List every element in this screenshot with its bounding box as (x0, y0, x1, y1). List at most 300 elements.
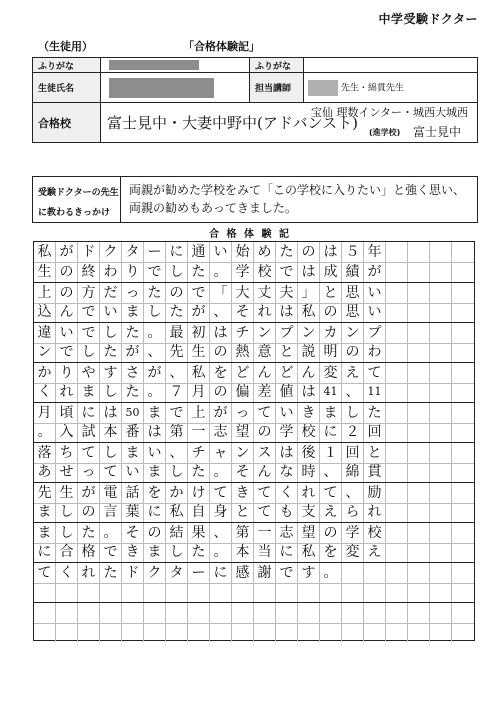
essay-cell: 葉 (122, 502, 144, 522)
essay-cell (210, 603, 232, 623)
essay-cell (452, 443, 474, 463)
essay-cell: く (34, 382, 56, 402)
essay-cell: 月 (188, 382, 210, 402)
student-name-field (101, 73, 250, 103)
essay-cell: で (56, 342, 78, 362)
essay-cell: い (364, 283, 386, 303)
essay-cell (430, 502, 452, 522)
essay-cell: い (364, 302, 386, 322)
essay-cell: の (320, 302, 342, 322)
essay-cell: 上 (188, 403, 210, 423)
essay-cell (408, 582, 430, 602)
essay-cell (386, 603, 408, 623)
essay-cell (430, 382, 452, 402)
essay-cell: い (56, 323, 78, 343)
essay-title: 合 格 体 験 記 (209, 229, 291, 240)
essay-cell (386, 363, 408, 383)
essay-cell: 、 (342, 483, 364, 503)
essay-cell: ャ (210, 443, 232, 463)
essay-cell: た (364, 403, 386, 423)
essay-cell: 格 (78, 542, 100, 562)
essay-cell: ま (320, 403, 342, 423)
essay-cell: で (100, 542, 122, 562)
furigana-label-2: ふりがな (250, 58, 304, 73)
essay-cell (430, 603, 452, 623)
essay-cell (452, 462, 474, 482)
essay-cell (276, 582, 298, 602)
essay-cell: 校 (364, 523, 386, 543)
essay-cell: 。 (320, 563, 342, 583)
essay-cell: 月 (34, 403, 56, 423)
essay-cell: ン (298, 323, 320, 343)
essay-cell: 頃 (56, 403, 78, 423)
essay-cell: 後 (298, 443, 320, 463)
essay-cell (298, 622, 320, 642)
essay-cell: い (276, 403, 298, 423)
essay-cell: に (276, 542, 298, 562)
essay-cell: 明 (320, 342, 342, 362)
school-label: 合格校 (33, 103, 101, 143)
essay-cell: で (78, 323, 100, 343)
essay-cell: に (320, 422, 342, 442)
essay-cell: 話 (122, 483, 144, 503)
essay-cell: 、 (144, 342, 166, 362)
reason-text-line1: 両親が勧めた学校をみて「この学校に入りたい」と強く思い、 (129, 183, 466, 197)
essay-cell (254, 622, 276, 642)
essay-cell: や (78, 363, 100, 383)
essay-cell: め (254, 242, 276, 262)
essay-cell: の (210, 382, 232, 402)
redaction-block (109, 78, 214, 98)
essay-cell: ド (78, 242, 100, 262)
essay-cell: 込 (34, 302, 56, 322)
essay-cell (430, 483, 452, 503)
essay-cell: て (100, 462, 122, 482)
essay-line (34, 382, 474, 402)
essay-cell (408, 302, 430, 322)
essay-cell: い (210, 242, 232, 262)
essay-cell: 貫 (364, 462, 386, 482)
essay-cell: 先 (34, 483, 56, 503)
essay-cell (430, 363, 452, 383)
essay-cell: え (364, 542, 386, 562)
essay-cell: ま (34, 502, 56, 522)
essay-cell (452, 342, 474, 362)
essay-cell: 、 (166, 363, 188, 383)
essay-cell: に (78, 403, 100, 423)
essay-cell: か (166, 483, 188, 503)
essay-line (34, 362, 474, 384)
essay-cell (430, 443, 452, 463)
essay-cell: く (276, 483, 298, 503)
school-extra: 宝仙 理数インター・城西大城西 (311, 106, 469, 119)
essay-cell: 回 (342, 443, 364, 463)
essay-cell: 。 (210, 262, 232, 282)
essay-cell: 一 (188, 422, 210, 442)
essay-cell (364, 582, 386, 602)
essay-cell (408, 622, 430, 642)
essay-cell: し (166, 262, 188, 282)
essay-cell (452, 622, 474, 642)
usage-label: （生徒用） (38, 40, 93, 53)
essay-cell: 偏 (232, 382, 254, 402)
essay-cell: 本 (100, 422, 122, 442)
essay-cell (430, 283, 452, 303)
essay-cell: 試 (78, 422, 100, 442)
essay-cell: そ (232, 462, 254, 482)
essay-cell: ら (342, 502, 364, 522)
essay-cell (386, 302, 408, 322)
essay-cell: 学 (232, 262, 254, 282)
essay-cell (34, 603, 56, 623)
essay-cell (408, 542, 430, 562)
essay-cell: す (298, 563, 320, 583)
essay-cell: ２ (342, 422, 364, 442)
essay-cell (78, 582, 100, 602)
essay-cell: の (56, 283, 78, 303)
essay-cell (452, 283, 474, 303)
essay-cell: 学 (342, 523, 364, 543)
teacher-name-field (304, 73, 478, 103)
essay-cell (144, 603, 166, 623)
essay-cell: 変 (320, 363, 342, 383)
essay-cell: で (276, 563, 298, 583)
essay-cell (254, 603, 276, 623)
reason-label-line2: に教わるきっかけ (38, 208, 111, 218)
essay-cell (122, 603, 144, 623)
essay-cell: 時 (298, 462, 320, 482)
essay-cell (342, 622, 364, 642)
essay-cell: 「 (210, 283, 232, 303)
essay-cell: し (78, 342, 100, 362)
essay-cell: 方 (78, 283, 100, 303)
essay-cell: 差 (254, 382, 276, 402)
essay-cell (408, 502, 430, 522)
essay-line (34, 402, 474, 424)
essay-cell (386, 483, 408, 503)
essay-cell: ン (232, 443, 254, 463)
essay-cell (408, 462, 430, 482)
reason-text (121, 177, 477, 222)
essay-cell: 初 (188, 323, 210, 343)
essay-cell: ン (342, 323, 364, 343)
essay-cell (452, 302, 474, 322)
essay-cell: 私 (298, 302, 320, 322)
essay-grid (33, 241, 475, 641)
essay-cell: 。 (144, 382, 166, 402)
essay-cell: 成 (320, 262, 342, 282)
enroll-school: 富士見中 (413, 125, 462, 139)
essay-cell: わ (100, 262, 122, 282)
essay-cell: れ (364, 502, 386, 522)
essay-cell (364, 622, 386, 642)
essay-cell (188, 622, 210, 642)
essay-cell (320, 603, 342, 623)
essay-cell (386, 462, 408, 482)
essay-cell: た (78, 523, 100, 543)
essay-cell (78, 603, 100, 623)
redaction-block (308, 80, 338, 96)
essay-cell (408, 403, 430, 423)
essay-cell: の (254, 422, 276, 442)
essay-cell: 私 (298, 542, 320, 562)
essay-cell (386, 323, 408, 343)
essay-cell: そ (122, 523, 144, 543)
essay-cell (408, 382, 430, 402)
essay-cell (56, 603, 78, 623)
essay-cell: を (210, 363, 232, 383)
essay-cell: ま (144, 403, 166, 423)
teacher-label: 担当講師 (250, 73, 304, 103)
essay-cell: 最 (166, 323, 188, 343)
essay-cell: せ (56, 462, 78, 482)
essay-cell: て (254, 403, 276, 423)
essay-cell (188, 603, 210, 623)
essay-cell (408, 342, 430, 362)
essay-line (34, 242, 474, 263)
essay-cell (386, 422, 408, 442)
essay-cell (408, 603, 430, 623)
essay-cell: チ (232, 323, 254, 343)
essay-cell (34, 582, 56, 602)
essay-cell: が (56, 242, 78, 262)
essay-cell: 意 (254, 342, 276, 362)
essay-cell: わ (364, 342, 386, 362)
essay-cell: え (320, 502, 342, 522)
essay-cell: カ (320, 323, 342, 343)
essay-cell: は (210, 323, 232, 343)
essay-cell: り (56, 363, 78, 383)
reason-box (32, 176, 478, 223)
essay-cell (166, 603, 188, 623)
essay-cell (386, 622, 408, 642)
essay-cell: い (122, 462, 144, 482)
essay-cell (408, 483, 430, 503)
essay-cell (430, 403, 452, 423)
essay-cell: ７ (166, 382, 188, 402)
essay-cell: ち (56, 443, 78, 463)
essay-cell: し (166, 462, 188, 482)
essay-cell (298, 582, 320, 602)
essay-line (34, 342, 474, 362)
essay-cell: 一 (254, 523, 276, 543)
essay-cell (430, 422, 452, 442)
essay-cell: 私 (34, 242, 56, 262)
essay-cell: プ (276, 323, 298, 343)
essay-cell (408, 262, 430, 282)
essay-cell (430, 523, 452, 543)
essay-cell (386, 262, 408, 282)
essay-cell: に (34, 542, 56, 562)
essay-cell: １ (320, 443, 342, 463)
essay-cell: れ (56, 382, 78, 402)
essay-cell: 生 (188, 342, 210, 362)
essay-cell: タ (166, 563, 188, 583)
essay-cell: ま (122, 302, 144, 322)
essay-cell: っ (232, 403, 254, 423)
essay-cell: て (254, 502, 276, 522)
essay-cell (210, 582, 232, 602)
essay-cell: 夫 (276, 283, 298, 303)
essay-cell: プ (364, 323, 386, 343)
essay-cell: も (276, 502, 298, 522)
essay-cell (408, 242, 430, 262)
essay-cell: き (122, 542, 144, 562)
essay-cell: 年 (364, 242, 386, 262)
essay-cell: の (144, 523, 166, 543)
essay-cell (166, 622, 188, 642)
essay-cell: 番 (122, 422, 144, 442)
essay-cell: て (210, 483, 232, 503)
essay-cell: 落 (34, 443, 56, 463)
essay-cell: た (100, 342, 122, 362)
essay-cell: 違 (34, 323, 56, 343)
essay-cell: を (144, 483, 166, 503)
essay-cell: 丈 (254, 283, 276, 303)
essay-line (34, 622, 474, 642)
essay-line (34, 282, 474, 304)
essay-cell (386, 502, 408, 522)
essay-cell: ど (276, 363, 298, 383)
essay-cell: き (232, 483, 254, 503)
essay-cell (430, 342, 452, 362)
essay-cell: し (100, 382, 122, 402)
essay-cell (430, 242, 452, 262)
essay-cell: 志 (276, 523, 298, 543)
essay-cell: の (342, 342, 364, 362)
essay-line (34, 582, 474, 602)
essay-cell (430, 563, 452, 583)
essay-cell: の (210, 342, 232, 362)
essay-cell: 。 (100, 523, 122, 543)
essay-cell: れ (298, 483, 320, 503)
essay-cell: 望 (232, 422, 254, 442)
essay-cell: が (364, 262, 386, 282)
essay-cell (386, 443, 408, 463)
essay-cell: ん (254, 363, 276, 383)
essay-cell: が (122, 342, 144, 362)
essay-line (34, 602, 474, 624)
essay-cell (452, 483, 474, 503)
essay-cell (430, 302, 452, 322)
essay-cell: の (78, 502, 100, 522)
essay-cell (232, 603, 254, 623)
essay-cell: と (364, 443, 386, 463)
essay-cell: 第 (166, 422, 188, 442)
essay-cell: ク (100, 242, 122, 262)
essay-cell: 私 (188, 363, 210, 383)
essay-cell (386, 382, 408, 402)
essay-line (34, 422, 474, 442)
essay-cell: て (34, 563, 56, 583)
essay-cell (408, 283, 430, 303)
student-name-label: 生徒氏名 (33, 73, 101, 103)
essay-cell: 先 (166, 342, 188, 362)
essay-line (34, 482, 474, 504)
essay-cell: と (276, 342, 298, 362)
essay-cell: 自 (188, 502, 210, 522)
essay-cell: っ (78, 462, 100, 482)
essay-cell: 綿 (342, 462, 364, 482)
essay-cell (452, 323, 474, 343)
essay-cell: た (100, 563, 122, 583)
essay-cell: が (188, 302, 210, 322)
essay-cell (452, 382, 474, 402)
essay-cell: た (188, 542, 210, 562)
brand-name: 中学受験ドクター (378, 12, 478, 26)
essay-cell: ５ (342, 242, 364, 262)
essay-cell: 上 (34, 283, 56, 303)
essay-cell: て (320, 483, 342, 503)
essay-cell: 50 (122, 403, 144, 423)
essay-cell: 。 (34, 422, 56, 442)
essay-cell: え (342, 363, 364, 383)
essay-cell: は (100, 403, 122, 423)
essay-cell: 11 (364, 382, 386, 402)
essay-cell (188, 582, 210, 602)
essay-cell: 第 (232, 523, 254, 543)
essay-cell: ま (34, 523, 56, 543)
essay-cell: 値 (276, 382, 298, 402)
essay-cell (408, 363, 430, 383)
essay-cell: だ (100, 283, 122, 303)
essay-cell (254, 582, 276, 602)
essay-cell (386, 563, 408, 583)
enroll-label: (進学校) (369, 128, 401, 137)
essay-cell (408, 443, 430, 463)
essay-cell: け (188, 483, 210, 503)
essay-cell (276, 622, 298, 642)
essay-cell: か (34, 363, 56, 383)
essay-cell (320, 582, 342, 602)
essay-cell (452, 242, 474, 262)
school-names: 富士見中・大妻中野中(アドバンスト) (107, 114, 358, 132)
essay-cell: れ (78, 563, 100, 583)
essay-cell: 学 (276, 422, 298, 442)
essay-cell: が (78, 483, 100, 503)
essay-cell (364, 563, 386, 583)
essay-cell (430, 462, 452, 482)
essay-cell: そ (232, 302, 254, 322)
essay-cell: 電 (100, 483, 122, 503)
essay-cell: 回 (364, 422, 386, 442)
essay-cell: 志 (210, 422, 232, 442)
essay-cell (452, 363, 474, 383)
essay-line (34, 262, 474, 282)
essay-cell (144, 582, 166, 602)
essay-cell: な (276, 462, 298, 482)
essay-cell: で (188, 283, 210, 303)
essay-cell: に (144, 502, 166, 522)
essay-line (34, 522, 474, 544)
essay-line (34, 322, 474, 344)
essay-cell (430, 323, 452, 343)
reason-label-line1: 受験ドクターの先生 (38, 188, 119, 198)
furigana-label: ふりがな (33, 58, 101, 73)
student-furigana-field (101, 58, 250, 73)
essay-cell: い (144, 443, 166, 463)
essay-cell: と (320, 283, 342, 303)
essay-cell (298, 603, 320, 623)
essay-cell (452, 563, 474, 583)
essay-cell: は (320, 242, 342, 262)
essay-line (34, 542, 474, 562)
essay-cell (342, 563, 364, 583)
essay-cell: タ (122, 242, 144, 262)
essay-cell: 当 (254, 542, 276, 562)
essay-cell (386, 582, 408, 602)
essay-cell: ん (254, 462, 276, 482)
